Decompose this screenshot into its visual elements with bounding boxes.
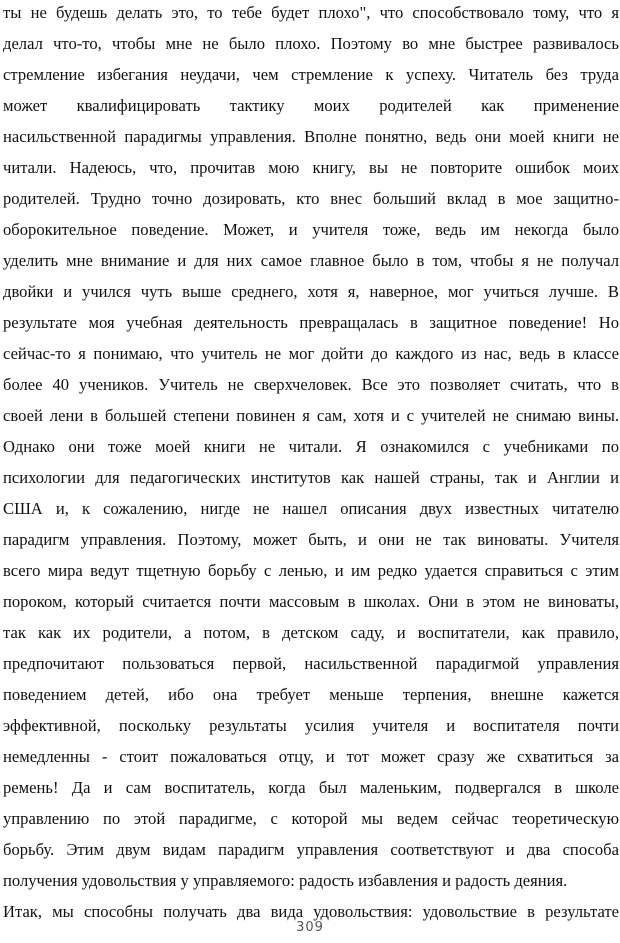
text-line: психологии для педагогических институтов как нашей страны, так и Англии и (3, 468, 619, 487)
text-line: пороком, который считается почти массовым в школах. Они в этом не виноваты, (3, 592, 619, 611)
text-line: делал что-то, чтобы мне не было плохо. Поэтому во мне быстрее развивалось (3, 34, 619, 53)
text-line: результате моя учебная деятельность превращалась в защитное поведение! Но (3, 313, 619, 332)
text-line: родителей. Трудно точно дозировать, кто внес больший вклад в мое защитно- (3, 189, 619, 208)
text-line: ремень! Да и сам воспитатель, когда был маленьким, подвергался в школе (3, 778, 619, 797)
text-line: оборокительное поведение. Может, и учителя тоже, ведь им некогда было (3, 220, 619, 239)
text-line: стремление избегания неудачи, чем стремление к успеху. Читатель без труда (3, 65, 619, 84)
text-line: Итак, мы способны получать два вида удовольствия: удовольствие в результате (3, 902, 619, 921)
text-line: получения удовольствия у управляемого: радость избавления и радость деяния. (3, 871, 568, 890)
text-line: уделить мне внимание и для них самое главное было в том, чтобы я не получал (3, 251, 619, 270)
text-line: своей лени в большей степени повинен я сам, хотя и с учителей не снимаю вины. (3, 406, 619, 425)
text-line: всего мира ведут тщетную борьбу с ленью, и им редко удается справиться с этим (3, 561, 619, 580)
text-line: парадигм управления. Поэтому, может быть, и они не так виноваты. Учителя (3, 530, 619, 549)
text-line: ты не будешь делать это, то тебе будет плохо", что способствовало тому, что я (3, 3, 619, 22)
text-line: насильственной парадигмы управления. Вполне понятно, ведь они моей книги не (3, 127, 619, 146)
text-line: сейчас-то я понимаю, что учитель не мог дойти до каждого из нас, ведь в классе (3, 344, 619, 363)
text-line: Однако они тоже моей книги не читали. Я ознакомился с учебниками по (3, 437, 619, 456)
text-line: поведением детей, ибо она требует меньше терпения, внешне кажется (3, 685, 619, 704)
page-number: 309 (296, 920, 324, 935)
text-line: немедленны - стоит пожаловаться отцу, и тот может сразу же схватиться за (3, 747, 619, 766)
text-line: двойки и учился чуть выше среднего, хотя я, наверное, мог учиться лучше. В (3, 282, 619, 301)
text-line: так как их родители, а потом, в детском саду, и воспитатели, как правило, (3, 623, 619, 642)
text-line: читали. Надеюсь, что, прочитав мою книгу, вы не повторите ошибок моих (3, 158, 619, 177)
text-line: борьбу. Этим двум видам парадигм управления соответствуют и два способа (3, 840, 619, 859)
text-line: управлению по этой парадигме, с которой мы ведем сейчас теоретическую (3, 809, 619, 828)
text-line: более 40 учеников. Учитель не сверхчеловек. Все это позволяет считать, что в (3, 375, 619, 394)
text-line: США и, к сожалению, нигде не нашел описания двух известных читателю (3, 499, 619, 518)
text-line: предпочитают пользоваться первой, насильственной парадигмой управления (3, 654, 619, 673)
text-line: может квалифицировать тактику моих родителей как применение (3, 96, 619, 115)
text-line: эффективной, поскольку результаты усилия учителя и воспитателя почти (3, 716, 619, 735)
